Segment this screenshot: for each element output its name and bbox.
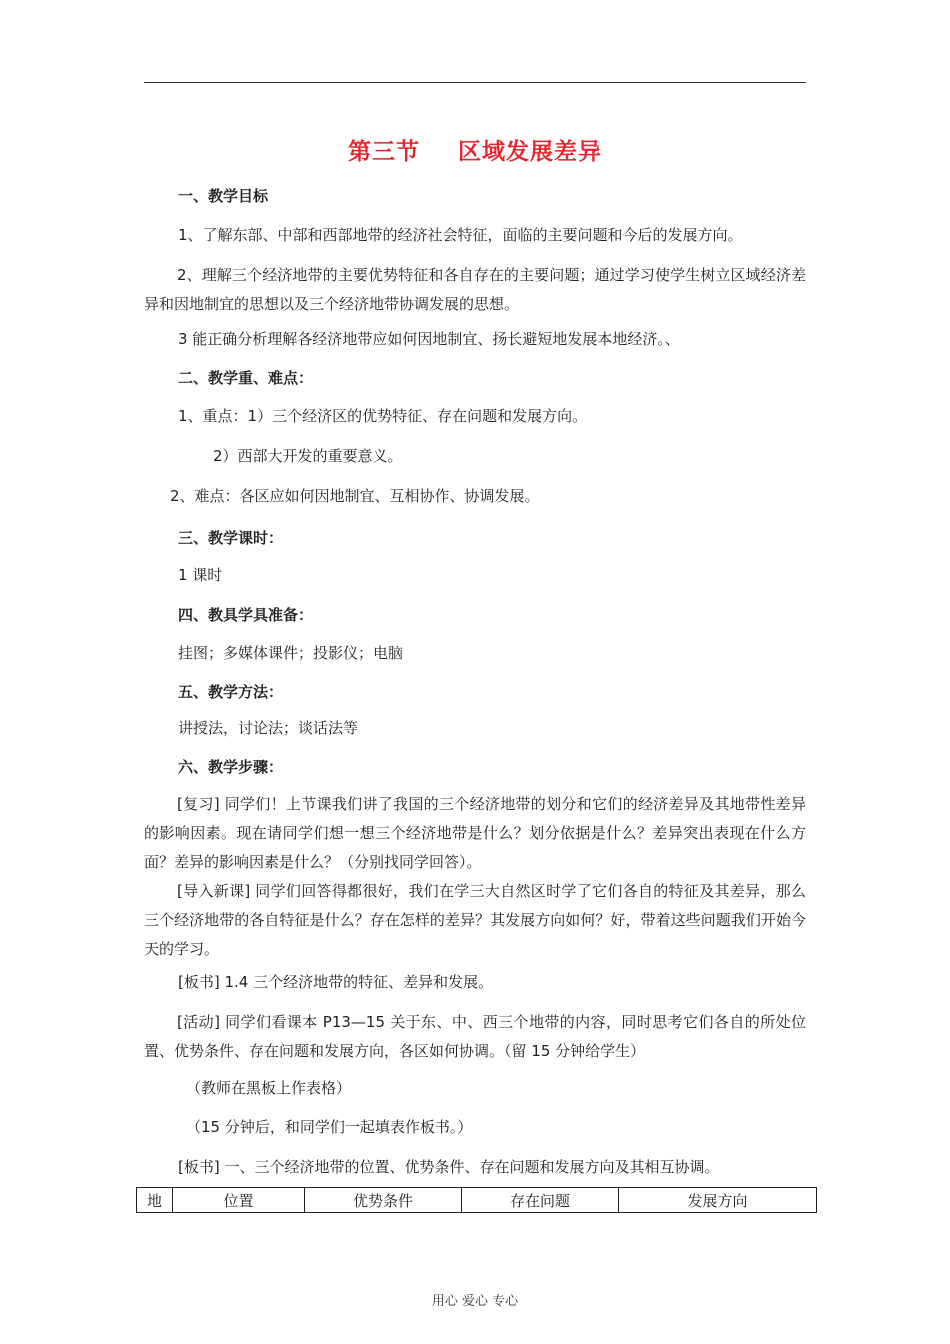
table-header-cell: 存在问题	[462, 1188, 619, 1213]
key-point-1b: 2）西部大开发的重要意义。	[213, 447, 403, 465]
timing-note: （15 分钟后，和同学们一起填表作板书。）	[186, 1118, 473, 1136]
tools-text: 挂图；多媒体课件；投影仪；电脑	[178, 644, 404, 662]
table-header-cell: 发展方向	[619, 1188, 817, 1213]
hours-text: 1 课时	[178, 566, 223, 584]
intro-paragraph: [导入新课] 同学们回答得都很好，我们在学三大自然区时学了它们各自的特征及其差异，那么三个经济地带的各自特征是什么？存在怎样的差异？其发展方向如何？好，带着这些问题我们开始今天的学习。	[144, 882, 806, 958]
economic-zones-table	[136, 1187, 817, 1213]
section-heading-steps: 六、教学步骤：	[178, 758, 284, 776]
title-section-name: 区域发展差异	[458, 139, 602, 165]
goal-3: 3 能正确分析理解各经济地带应如何因地制宜、扬长避短地发展本地经济。、	[178, 330, 680, 348]
table-header-cell: 位置	[173, 1188, 305, 1213]
key-point-1: 1、重点：1）三个经济区的优势特征、存在问题和发展方向。	[178, 407, 588, 425]
key-point-2: 2、难点：各区应如何因地制宜、互相协作、协调发展。	[170, 487, 540, 505]
goal-1: 1、了解东部、中部和西部地带的经济社会特征，面临的主要问题和今后的发展方向。	[178, 226, 743, 244]
teacher-note: （教师在黑板上作表格）	[186, 1079, 352, 1097]
review-paragraph: [复习] 同学们！上节课我们讲了我国的三个经济地带的划分和它们的经济差异及其地带性差异的影响因素。现在请同学们想一想三个经济地带是什么？划分依据是什么？差异突出表现在什么方面？差异的影响因素是什么？（分别找同学回答）。	[144, 795, 806, 871]
board-note-2: [板书] 一、三个经济地带的位置、优势条件、存在问题和发展方向及其相互协调。	[178, 1158, 720, 1176]
table-header-cell: 优势条件	[305, 1188, 462, 1213]
page-footer: 用心 爱心 专心	[431, 1294, 519, 1309]
table-header-cell: 地	[137, 1188, 173, 1213]
activity-paragraph: [活动] 同学们看课本 P13—15 关于东、中、西三个地带的内容，同时思考它们各自的所处位置、优势条件、存在问题和发展方向，各区如何协调。（留 15 分钟给学生）	[144, 1013, 806, 1060]
section-heading-tools: 四、教具学具准备：	[178, 606, 314, 624]
header-rule	[144, 82, 806, 83]
title-section-number: 第三节	[348, 139, 420, 165]
section-heading-methods: 五、教学方法：	[178, 683, 284, 701]
table-header-row	[137, 1188, 817, 1213]
methods-text: 讲授法，讨论法；谈话法等	[178, 719, 359, 737]
goal-2: 2、理解三个经济地带的主要优势特征和各自存在的主要问题；通过学习使学生树立区域经济差异和因地制宜的思想以及三个经济地带协调发展的思想。	[144, 266, 806, 313]
page-title	[0, 133, 950, 166]
section-heading-keypoints: 二、教学重、难点：	[178, 369, 314, 387]
section-heading-goals: 一、教学目标	[178, 187, 269, 205]
board-note-1: [板书] 1.4 三个经济地带的特征、差异和发展。	[178, 973, 494, 991]
section-heading-hours: 三、教学课时：	[178, 529, 284, 547]
